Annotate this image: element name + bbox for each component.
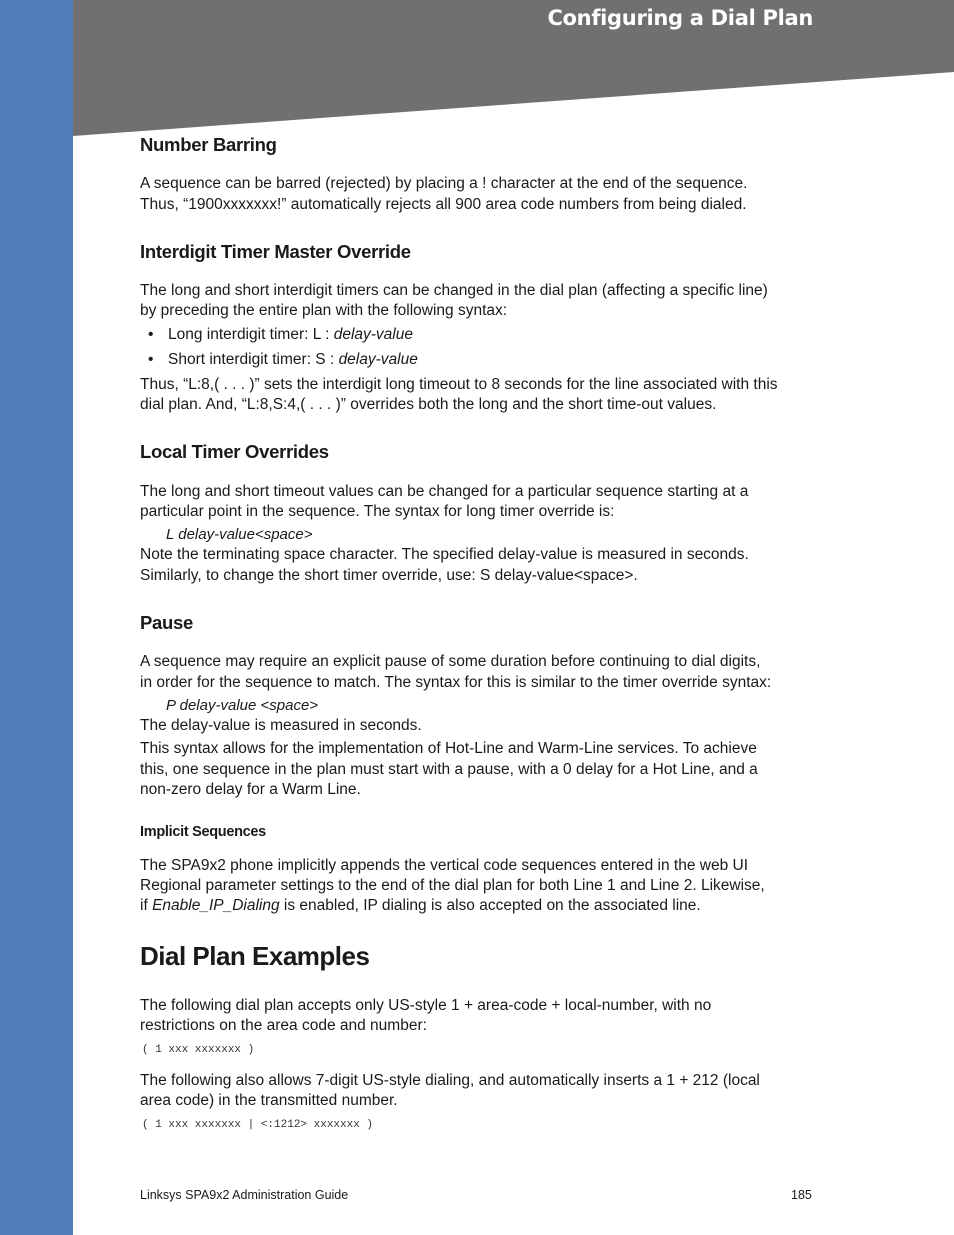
pause-after: The delay-value is measured in seconds. <box>140 717 422 734</box>
bullet-label: Long interdigit timer: L : <box>168 326 334 343</box>
heading-number-barring: Number Barring <box>140 134 277 155</box>
number-barring-line-2: Thus, “1900xxxxxxx!” automatically rejects all 900 area code numbers from being dialed. <box>140 196 747 213</box>
local-timer-syntax: L delay-value<space> <box>166 526 313 543</box>
local-timer-line-1: The long and short timeout values can be changed for a particular sequence starting at a <box>140 483 749 500</box>
bullet-value: delay-value <box>338 351 418 368</box>
bullet-icon: • <box>148 326 154 343</box>
interdigit-line-2: by preceding the entire plan with the following syntax: <box>140 302 508 319</box>
interdigit-line-1: The long and short interdigit timers can be changed in the dial plan (affecting a specific line) <box>140 282 768 299</box>
left-sidebar-bar <box>0 0 73 1235</box>
interdigit-after-line-2: dial plan. And, “L:8,S:4,( . . . )” overrides both the long and the short time-out values. <box>140 396 717 413</box>
heading-dial-plan-examples: Dial Plan Examples <box>140 941 370 971</box>
pause-para2-line-2: this, one sequence in the plan must start with a pause, with a 0 delay for a Hot Line, and a <box>140 761 758 778</box>
chapter-title: Configuring a Dial Plan <box>547 6 813 30</box>
local-timer-line-2: particular point in the sequence. The syntax for long timer override is: <box>140 503 615 520</box>
pause-line-1: A sequence may require an explicit pause of some duration before continuing to dial digits, <box>140 653 761 670</box>
examples-para2-line-2: area code) in the transmitted number. <box>140 1092 398 1109</box>
implicit-line-3: if Enable_IP_Dialing is enabled, IP dialing is also accepted on the associated line. <box>140 897 701 914</box>
heading-interdigit-timer: Interdigit Timer Master Override <box>140 241 411 262</box>
footer-page-number: 185 <box>791 1188 812 1202</box>
setting-name: Enable_IP_Dialing <box>152 897 280 914</box>
interdigit-after-line-1: Thus, “L:8,( . . . )” sets the interdigit long timeout to 8 seconds for the line associated with this <box>140 376 778 393</box>
bullet-icon: • <box>148 351 154 368</box>
header-band <box>73 0 954 140</box>
pause-para2-line-1: This syntax allows for the implementation of Hot-Line and Warm-Line services. To achieve <box>140 740 757 757</box>
examples-para1-line-1: The following dial plan accepts only US-style 1 + area-code + local-number, with no <box>140 997 712 1014</box>
code-example-1: ( 1 xxx xxxxxxx ) <box>142 1044 255 1056</box>
heading-local-timer-overrides: Local Timer Overrides <box>140 441 329 462</box>
heading-pause: Pause <box>140 612 194 633</box>
local-timer-after-line-2: Similarly, to change the short timer override, use: S delay-value<space>. <box>140 567 638 584</box>
bullet-label: Short interdigit timer: S : <box>168 351 339 368</box>
examples-para2-line-1: The following also allows 7-digit US-style dialing, and automatically inserts a 1 + 212 (local <box>140 1072 760 1089</box>
code-example-2: ( 1 xxx xxxxxxx | <:1212> xxxxxxx ) <box>142 1119 374 1131</box>
footer-guide-title: Linksys SPA9x2 Administration Guide <box>140 1188 349 1202</box>
pause-syntax: P delay-value <space> <box>166 697 319 714</box>
pause-para2-line-3: non-zero delay for a Warm Line. <box>140 781 361 798</box>
examples-para1-line-2: restrictions on the area code and number: <box>140 1017 427 1034</box>
implicit-line-1: The SPA9x2 phone implicitly appends the vertical code sequences entered in the web UI <box>140 857 749 874</box>
implicit-line-2: Regional parameter settings to the end of the dial plan for both Line 1 and Line 2. Likewise, <box>140 877 765 894</box>
number-barring-line-1: A sequence can be barred (rejected) by placing a ! character at the end of the sequence. <box>140 175 748 192</box>
heading-implicit-sequences: Implicit Sequences <box>140 824 266 840</box>
local-timer-after-line-1: Note the terminating space character. The specified delay-value is measured in seconds. <box>140 546 749 563</box>
bullet-value: delay-value <box>333 326 413 343</box>
pause-line-2: in order for the sequence to match. The syntax for this is similar to the timer override syntax: <box>140 674 772 691</box>
